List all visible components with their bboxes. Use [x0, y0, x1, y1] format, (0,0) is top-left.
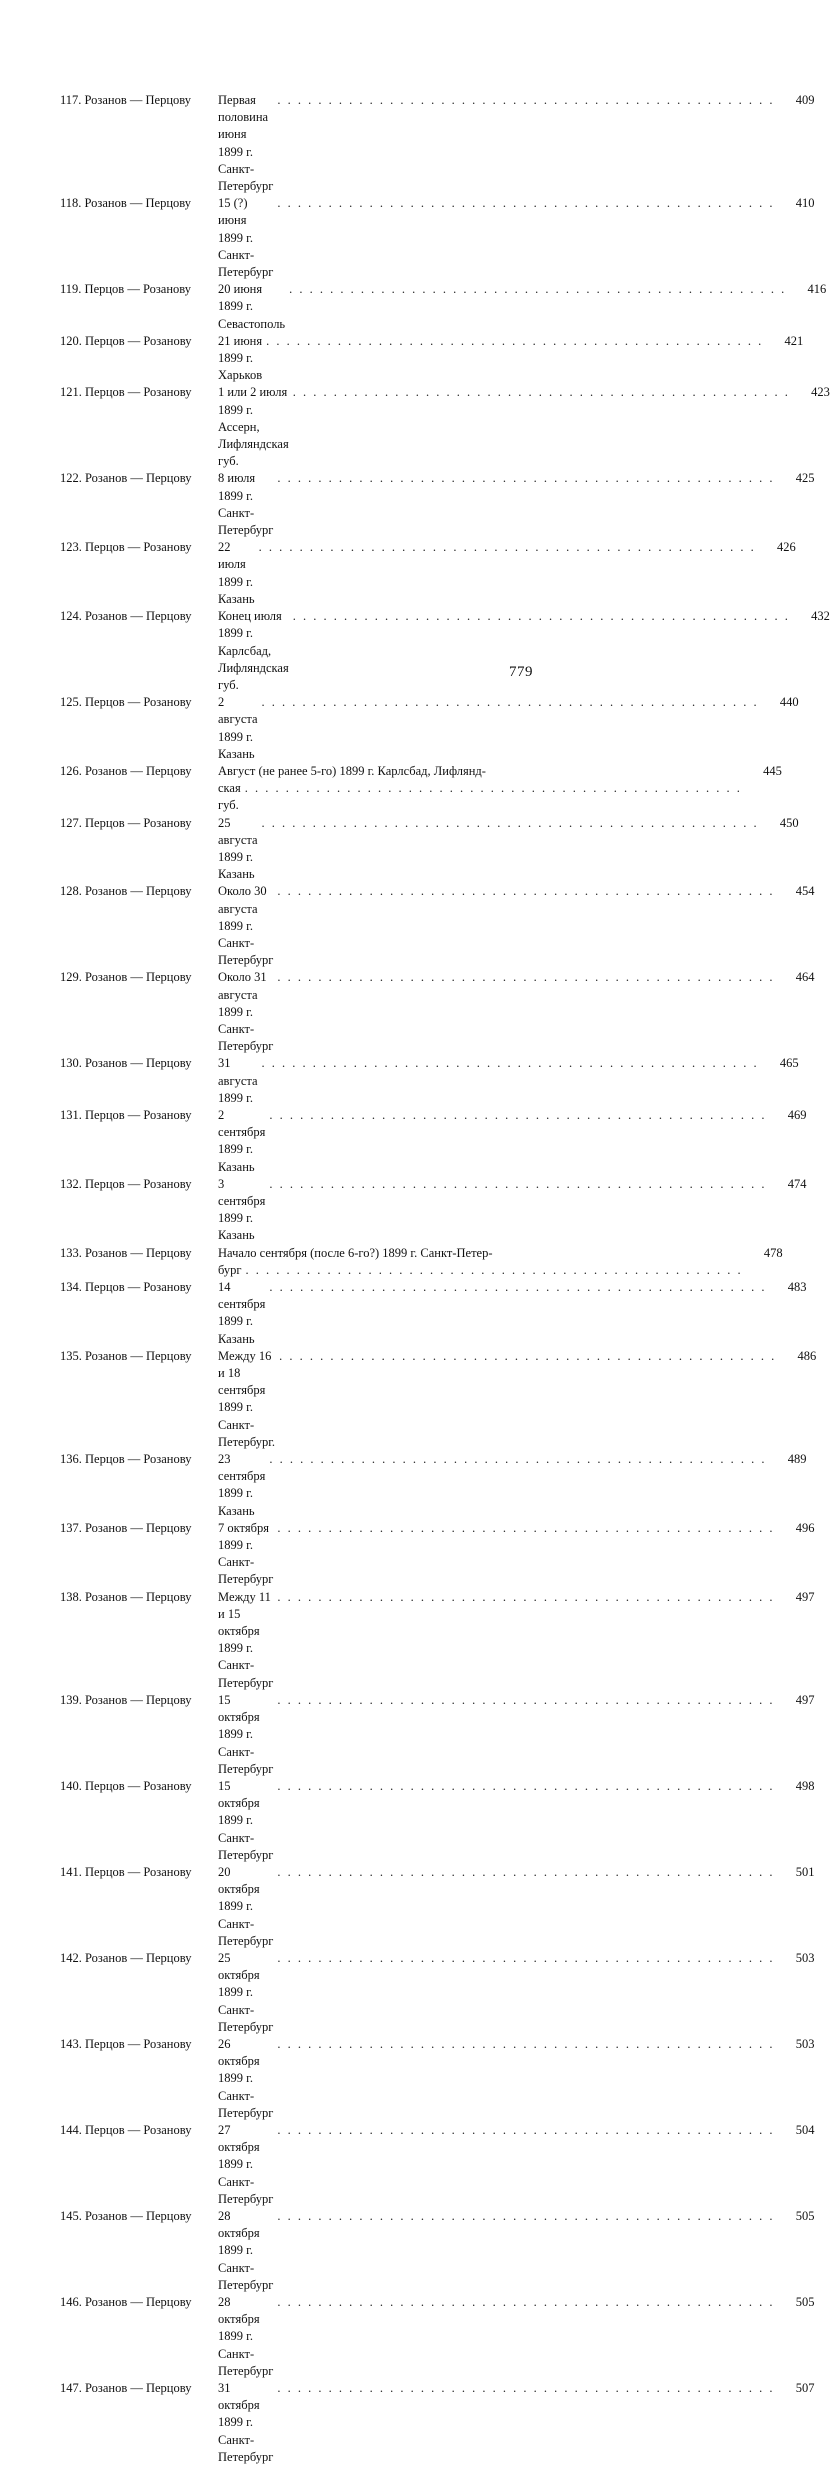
dot-leader: . . . . . . . . . . . . . . . . . . . . . . . . . . . . . . . . . . . . . . . . . . . . . . . . . — [261, 695, 759, 710]
letter-number-and-correspondents: 130. Розанов — Перцову — [60, 1056, 192, 1071]
entry-last-line — [218, 608, 790, 694]
entry-text-line: ская губ. — [218, 781, 241, 813]
dot-leader: . . . . . . . . . . . . . . . . . . . . . . . . . . . . . . . . . . . . . . . . . . . . . . . . . — [277, 2295, 775, 2309]
dot-leader: . . . . . . . . . . . . . . . . . . . . . . . . . . . . . . . . . . . . . . . . . . . . . . . . . — [277, 2208, 775, 2223]
page-reference: 486 — [797, 1348, 817, 1363]
letter-date-place — [218, 608, 796, 694]
letter-number-and-correspondents: 124. Розанов — Перцову — [60, 609, 192, 624]
entry-last-line — [218, 1262, 743, 1279]
letter-number-and-correspondents: 138. Розанов — Перцову — [60, 1589, 192, 1604]
entry-last-line — [218, 694, 759, 763]
toc-entry — [60, 608, 830, 694]
letter-number-and-correspondents: 142. Розанов — Перцову — [60, 1950, 192, 1965]
dot-leader: . . . . . . . . . . . . . . . . . . . . . . . . . . . . . . . . . . . . . . . . . . . . . . . . . — [261, 815, 759, 830]
entry-text-line: 20 июня 1899 г. Севастополь — [218, 282, 286, 331]
toc-entry — [60, 1778, 815, 1864]
toc-entry — [60, 1176, 807, 1245]
dot-leader: . . . . . . . . . . . . . . . . . . . . . . . . . . . . . . . . . . . . . . . . . . . . . . . . . — [289, 282, 787, 297]
dot-leader: . . . . . . . . . . . . . . . . . . . . . . . . . . . . . . . . . . . . . . . . . . . . . . . . . — [277, 1950, 775, 1965]
letter-number-and-correspondents: 123. Перцов — Розанову — [60, 540, 192, 555]
toc-entry — [60, 1451, 807, 1520]
toc-entry — [60, 195, 815, 281]
dot-leader: . . . . . . . . . . . . . . . . . . . . . . . . . . . . . . . . . . . . . . . . . . . . . . . . . — [277, 2381, 775, 2396]
entry-last-line — [218, 2122, 774, 2208]
toc-entry — [60, 2122, 815, 2208]
entry-text-line: 25 октября 1899 г. Санкт-Петербург — [218, 1950, 274, 2034]
dot-leader: . . . . . . . . . . . . . . . . . . . . . . . . . . . . . . . . . . . . . . . . . . . . . . . . . — [245, 1262, 743, 1277]
entry-text-line: 31 августа 1899 г. — [218, 1056, 258, 1105]
page-reference: 497 — [795, 1589, 815, 1604]
page-reference: 426 — [776, 540, 796, 555]
page-reference: 505 — [795, 2208, 815, 2223]
letter-number-and-correspondents: 140. Перцов — Розанову — [60, 1778, 192, 1793]
letter-number-and-correspondents: 137. Розанов — Перцову — [60, 1520, 192, 1535]
entry-last-line — [218, 281, 786, 333]
entry-last-line — [218, 1279, 766, 1348]
entry-text-line: 23 сентября 1899 г. Казань — [218, 1452, 266, 1518]
entry-text-line: 1 или 2 июля 1899 г. Ассерн, Лифляндская губ. — [218, 385, 289, 469]
entry-last-line — [218, 1692, 774, 1778]
letter-number-and-correspondents: 129. Розанов — Перцову — [60, 970, 192, 985]
page-reference: 409 — [795, 93, 815, 107]
toc-entry — [60, 2380, 815, 2466]
dot-leader: . . . . . . . . . . . . . . . . . . . . . . . . . . . . . . . . . . . . . . . . . . . . . . . . . — [277, 196, 775, 211]
letter-date-place — [218, 281, 792, 333]
entry-last-line — [218, 780, 742, 814]
page-reference: 483 — [787, 1280, 807, 1295]
toc-entry — [60, 969, 815, 1055]
page-reference: 496 — [795, 1520, 815, 1535]
letter-date-place — [218, 1778, 780, 1864]
entry-last-line — [218, 92, 774, 195]
letter-number-and-correspondents: 144. Перцов — Розанову — [60, 2122, 192, 2137]
letter-number-and-correspondents: 145. Розанов — Перцову — [60, 2208, 192, 2223]
letter-number-and-correspondents: 121. Перцов — Розанову — [60, 385, 192, 400]
letter-number-and-correspondents: 146. Розанов — Перцову — [60, 2295, 192, 2309]
dot-leader: . . . . . . . . . . . . . . . . . . . . . . . . . . . . . . . . . . . . . . . . . . . . . . . . . — [292, 609, 790, 624]
toc-entry — [60, 539, 796, 608]
letter-date-place — [218, 1950, 780, 2036]
letter-date-place — [218, 694, 765, 763]
entry-text-line: 22 июля 1899 г. Казань — [218, 540, 255, 606]
letter-date-place — [218, 1348, 782, 1451]
dot-leader: . . . . . . . . . . . . . . . . . . . . . . . . . . . . . . . . . . . . . . . . . . . . . . . . . — [277, 970, 775, 985]
entry-text-line: Между 11 и 15 октября 1899 г. Санкт-Петербург — [218, 1589, 274, 1690]
dot-leader: . . . . . . . . . . . . . . . . . . . . . . . . . . . . . . . . . . . . . . . . . . . . . . . . . — [277, 2122, 775, 2137]
toc-entry — [60, 1245, 783, 1279]
dot-leader: . . . . . . . . . . . . . . . . . . . . . . . . . . . . . . . . . . . . . . . . . . . . . . . . . — [269, 1452, 767, 1467]
dot-leader: . . . . . . . . . . . . . . . . . . . . . . . . . . . . . . . . . . . . . . . . . . . . . . . . . — [269, 1107, 767, 1122]
letter-number-and-correspondents: 147. Розанов — Перцову — [60, 2381, 192, 2396]
entry-last-line — [218, 333, 763, 385]
letter-date-place — [218, 1107, 772, 1176]
entry-text-line: 14 сентября 1899 г. Казань — [218, 1280, 266, 1346]
page-reference: 450 — [779, 815, 799, 830]
entry-last-line — [218, 1778, 774, 1864]
dot-leader: . . . . . . . . . . . . . . . . . . . . . . . . . . . . . . . . . . . . . . . . . . . . . . . . . — [277, 1692, 775, 1707]
toc-entry — [60, 333, 804, 385]
dot-leader: . . . . . . . . . . . . . . . . . . . . . . . . . . . . . . . . . . . . . . . . . . . . . . . . . — [258, 540, 756, 555]
letter-date-place — [218, 1451, 772, 1520]
toc-entry — [60, 1520, 815, 1589]
page-reference: 425 — [795, 471, 815, 486]
entry-text-line: 27 октября 1899 г. Санкт-Петербург — [218, 2122, 274, 2206]
toc-entry — [60, 1055, 799, 1107]
dot-leader: . . . . . . . . . . . . . . . . . . . . . . . . . . . . . . . . . . . . . . . . . . . . . . . . . — [269, 1280, 767, 1295]
page-reference: 423 — [811, 385, 830, 400]
letter-number-and-correspondents: 134. Перцов — Розанову — [60, 1280, 192, 1295]
entry-text-line: 15 (?) июня 1899 г. Санкт-Петербург — [218, 196, 274, 280]
letter-date-place — [218, 1176, 772, 1245]
entry-last-line — [218, 2380, 774, 2466]
entry-text-line: 2 августа 1899 г. Казань — [218, 695, 258, 761]
entry-text-line: 21 июня 1899 г. Харьков — [218, 333, 263, 383]
letter-date-place — [218, 2036, 780, 2122]
toc-entry — [60, 384, 830, 470]
toc-entry — [60, 470, 815, 539]
entry-last-line — [218, 2208, 774, 2294]
dot-leader: . . . . . . . . . . . . . . . . . . . . . . . . . . . . . . . . . . . . . . . . . . . . . . . . . — [277, 93, 775, 107]
entry-text-line: 7 октября 1899 г. Санкт-Петербург — [218, 1520, 274, 1587]
toc-entry — [60, 1950, 815, 2036]
toc-entry — [60, 1864, 815, 1950]
toc-entry — [60, 883, 815, 969]
page-number: 779 — [509, 664, 533, 680]
entry-text-line: бург — [218, 1262, 242, 1277]
dot-leader: . . . . . . . . . . . . . . . . . . . . . . . . . . . . . . . . . . . . . . . . . . . . . . . . . — [279, 1348, 777, 1363]
entry-text-line: 2 сентября 1899 г. Казань — [218, 1107, 266, 1174]
letter-number-and-correspondents: 143. Перцов — Розанову — [60, 2036, 192, 2051]
page-reference: 489 — [787, 1452, 807, 1467]
letter-number-and-correspondents: 132. Перцов — Розанову — [60, 1176, 192, 1191]
letter-number-and-correspondents: 128. Розанов — Перцову — [60, 884, 192, 899]
page-reference: 421 — [784, 333, 804, 348]
letter-date-place — [218, 539, 762, 608]
entry-text-line: Август (не ранее 5-го) 1899 г. Карлсбад, Лифлянд- — [218, 763, 486, 778]
page-reference: 416 — [807, 282, 827, 297]
entry-last-line — [218, 1864, 774, 1950]
entry-last-line — [218, 1107, 766, 1176]
dot-leader: . . . . . . . . . . . . . . . . . . . . . . . . . . . . . . . . . . . . . . . . . . . . . . . . . — [277, 1520, 775, 1535]
toc-entry — [60, 92, 815, 195]
letter-date-place — [218, 1055, 765, 1107]
entry-text-line: 25 августа 1899 г. Казань — [218, 815, 258, 882]
page-reference: 507 — [795, 2381, 815, 2396]
letter-number-and-correspondents: 126. Розанов — Перцову — [60, 763, 192, 778]
entry-text-line: 28 октября 1899 г. Санкт-Петербург — [218, 2208, 274, 2292]
letter-date-place — [218, 969, 780, 1055]
toc-entry — [60, 815, 799, 884]
entry-last-line — [218, 1055, 759, 1107]
page-reference: 410 — [795, 196, 815, 211]
entry-last-line — [218, 539, 756, 608]
entry-text-line: 26 октября 1899 г. Санкт- Петербург — [218, 2036, 274, 2120]
page-reference: 445 — [763, 763, 782, 778]
letter-date-place — [218, 333, 769, 385]
letter-date-place — [218, 384, 796, 470]
entry-last-line — [218, 1589, 774, 1692]
letter-date-place — [218, 470, 780, 539]
entry-last-line — [218, 1950, 774, 2036]
toc-entry — [60, 1692, 815, 1778]
dot-leader: . . . . . . . . . . . . . . . . . . . . . . . . . . . . . . . . . . . . . . . . . . . . . . . . . — [244, 781, 742, 796]
entry-last-line — [218, 1451, 766, 1520]
page-reference: 440 — [779, 695, 799, 710]
entry-last-line — [218, 883, 774, 969]
toc-entry — [60, 1279, 807, 1348]
entry-text-line: Конец июля 1899 г. Карлсбад, Лифляндская губ. — [218, 609, 289, 692]
dot-leader: . . . . . . . . . . . . . . . . . . . . . . . . . . . . . . . . . . . . . . . . . . . . . . . . . — [277, 884, 775, 899]
dot-leader: . . . . . . . . . . . . . . . . . . . . . . . . . . . . . . . . . . . . . . . . . . . . . . . . . — [261, 1056, 759, 1071]
entry-text-line: Около 31 августа 1899 г. Санкт-Петербург — [218, 970, 274, 1054]
letter-number-and-correspondents: 118. Розанов — Перцову — [60, 196, 191, 211]
entry-text-line: Начало сентября (после 6-го?) 1899 г. Санкт-Петер- — [218, 1245, 493, 1260]
letter-date-place — [218, 1692, 780, 1778]
dot-leader: . . . . . . . . . . . . . . . . . . . . . . . . . . . . . . . . . . . . . . . . . . . . . . . . . — [277, 1864, 775, 1879]
entry-last-line — [218, 1348, 776, 1451]
page-reference: 469 — [787, 1107, 807, 1122]
entry-last-line — [218, 384, 790, 470]
entry-last-line — [218, 1176, 766, 1245]
entry-last-line — [218, 195, 774, 281]
page-reference: 432 — [811, 609, 830, 624]
letter-date-place — [218, 1520, 780, 1589]
entry-text-line: Первая половина июня 1899 г. Санкт-Петербург — [218, 93, 274, 194]
letter-date-place — [218, 92, 780, 195]
entry-text-line: 15 октября 1899 г. Санкт-Петербург — [218, 1692, 274, 1776]
letter-number-and-correspondents: 119. Перцов — Розанову — [60, 282, 191, 297]
dot-leader: . . . . . . . . . . . . . . . . . . . . . . . . . . . . . . . . . . . . . . . . . . . . . . . . . — [277, 471, 775, 486]
letter-number-and-correspondents: 133. Розанов — Перцову — [60, 1245, 192, 1260]
page-reference: 464 — [795, 970, 815, 985]
entry-text-line: Между 16 и 18 сентября 1899 г. Санкт-Петербург. — [218, 1348, 276, 1449]
letter-date-place — [218, 1245, 749, 1279]
entry-last-line — [218, 815, 759, 884]
toc-entry — [60, 763, 782, 815]
letter-number-and-correspondents: 135. Розанов — Перцову — [60, 1348, 192, 1363]
toc-entry — [60, 2036, 815, 2122]
toc-entry — [60, 281, 827, 333]
dot-leader: . . . . . . . . . . . . . . . . . . . . . . . . . . . . . . . . . . . . . . . . . . . . . . . . . — [277, 2036, 775, 2051]
letter-date-place — [218, 2294, 780, 2380]
entry-last-line — [218, 2294, 774, 2380]
page-reference: 501 — [795, 1864, 815, 1879]
dot-leader: . . . . . . . . . . . . . . . . . . . . . . . . . . . . . . . . . . . . . . . . . . . . . . . . . — [277, 1778, 775, 1793]
letter-date-place — [218, 195, 780, 281]
entry-last-line — [218, 969, 774, 1055]
letter-number-and-correspondents: 141. Перцов — Розанову — [60, 1864, 192, 1879]
toc-entry — [60, 2208, 815, 2294]
page-reference: 504 — [795, 2122, 815, 2137]
page-reference: 474 — [787, 1176, 807, 1191]
letter-date-place — [218, 1589, 780, 1692]
page-reference: 454 — [795, 884, 815, 899]
dot-leader: . . . . . . . . . . . . . . . . . . . . . . . . . . . . . . . . . . . . . . . . . . . . . . . . . — [266, 333, 764, 348]
letter-date-place — [218, 883, 780, 969]
letter-number-and-correspondents: 122. Розанов — Перцову — [60, 471, 192, 486]
letter-number-and-correspondents: 120. Перцов — Розанову — [60, 333, 192, 348]
letter-date-place — [218, 2380, 780, 2466]
letter-date-place — [218, 1279, 772, 1348]
letter-date-place — [218, 763, 748, 815]
letter-number-and-correspondents: 131. Перцов — Розанову — [60, 1107, 192, 1122]
dot-leader: . . . . . . . . . . . . . . . . . . . . . . . . . . . . . . . . . . . . . . . . . . . . . . . . . — [269, 1176, 767, 1191]
toc-entry — [60, 1589, 815, 1692]
letter-date-place — [218, 2122, 780, 2208]
letter-date-place — [218, 1864, 780, 1950]
entry-text-line: 31 октября 1899 г. Санкт- Петербург — [218, 2381, 274, 2464]
entry-text-line: 8 июля 1899 г. Санкт-Петербург — [218, 471, 274, 538]
toc-entry — [60, 1348, 817, 1451]
letter-number-and-correspondents: 127. Перцов — Розанову — [60, 815, 192, 830]
entry-text-line: Около 30 августа 1899 г. Санкт-Петербург — [218, 884, 274, 968]
entry-text-line: 15 октября 1899 г. Санкт-Петербург — [218, 1778, 274, 1862]
page-reference: 497 — [795, 1692, 815, 1707]
toc-entry — [60, 1107, 807, 1176]
letter-date-place — [218, 815, 765, 884]
page-reference: 498 — [795, 1778, 815, 1793]
entry-last-line — [218, 1520, 774, 1589]
letter-number-and-correspondents: 117. Розанов — Перцову — [60, 93, 191, 107]
letter-number-and-correspondents: 125. Перцов — Розанову — [60, 695, 192, 710]
entry-last-line — [218, 2036, 774, 2122]
page-reference: 503 — [795, 1950, 815, 1965]
page-reference: 465 — [779, 1056, 799, 1071]
dot-leader: . . . . . . . . . . . . . . . . . . . . . . . . . . . . . . . . . . . . . . . . . . . . . . . . . — [292, 385, 790, 400]
page-reference: 503 — [795, 2036, 815, 2051]
letter-number-and-correspondents: 139. Розанов — Перцову — [60, 1692, 192, 1707]
page-reference: 478 — [763, 1245, 783, 1260]
entry-text-line: 28 октября 1899 г. Санкт-Петербург — [218, 2295, 274, 2378]
entry-last-line — [218, 470, 774, 539]
dot-leader: . . . . . . . . . . . . . . . . . . . . . . . . . . . . . . . . . . . . . . . . . . . . . . . . . — [277, 1589, 775, 1604]
toc-entry — [60, 2294, 815, 2380]
toc-entry — [60, 694, 799, 763]
table-of-contents — [60, 92, 830, 2466]
letter-date-place — [218, 2208, 780, 2294]
entry-text-line: 20 октября 1899 г. Санкт-Петербург — [218, 1864, 274, 1948]
page-reference: 505 — [795, 2295, 815, 2309]
letter-number-and-correspondents: 136. Перцов — Розанову — [60, 1452, 192, 1467]
entry-text-line: 3 сентября 1899 г. Казань — [218, 1176, 266, 1243]
